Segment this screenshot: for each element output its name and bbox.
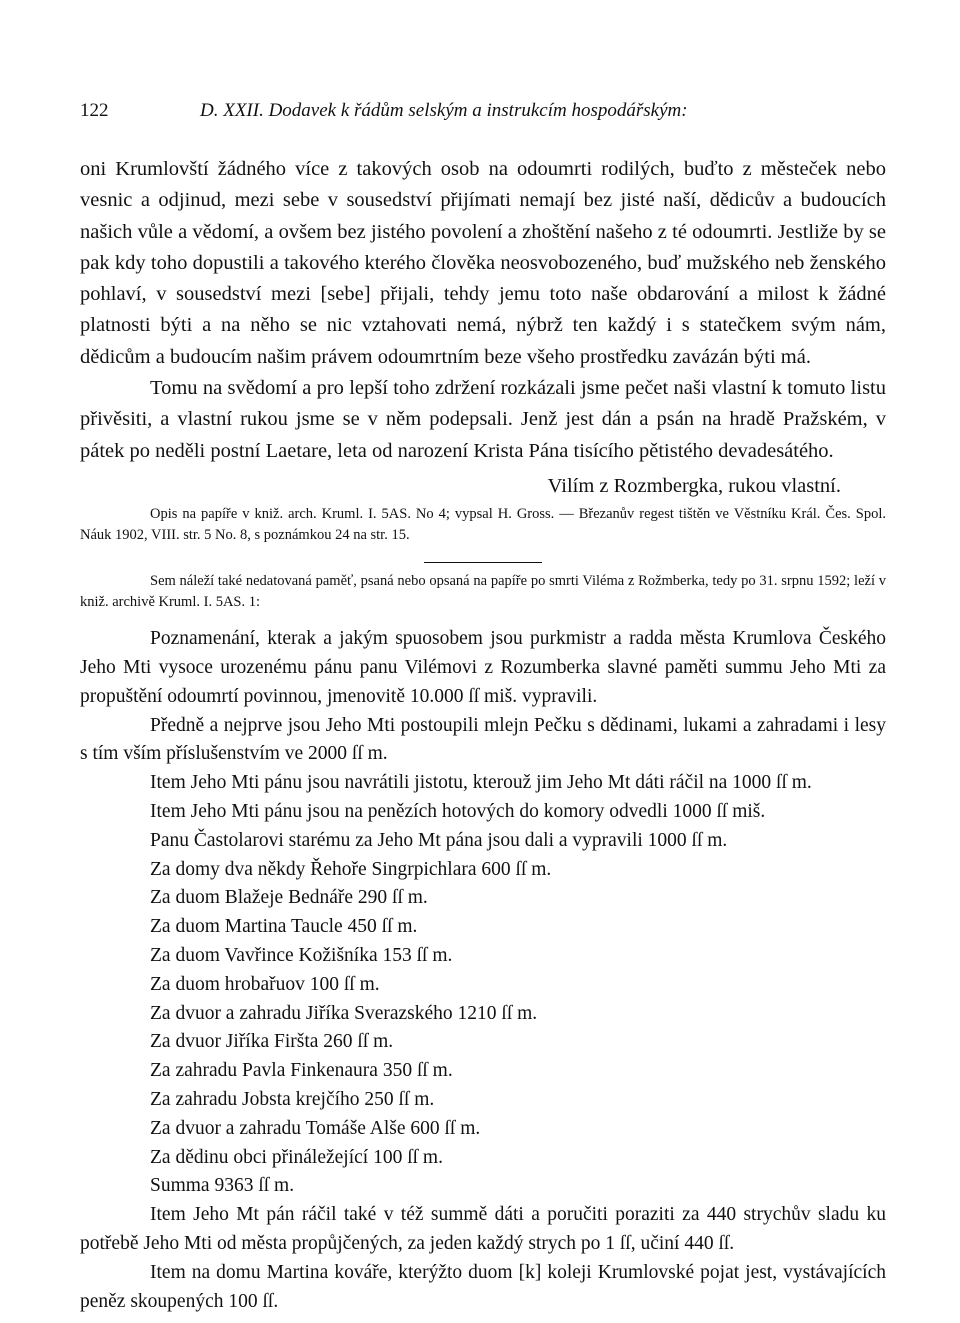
paragraph: Tomu na svědomí a pro lepší toho zdržení rozkázali jsme pečet naši vlastní k tomuto listu přivěsiti, a vlastní rukou jsme se v něm podepsali. Jenž jest dán a psán na hradě Pražském, v pátek po neděli postní Laetare, leta od narození Krista Pána tisícího pětistého devadesátého. <box>80 377 886 462</box>
editorial-note-text: Sem náleží také nedatovaná paměť, psaná nebo opsaná na papíře po smrti Viléma z Rožmberka, tedy po 31. srpnu 1592; leží v kniž. archivě Kruml. I. 5AS. 1: <box>80 573 886 611</box>
list-item: Item Jeho Mti pánu jsou navrátili jistotu, kterouž jim Jeho Mt dáti ráčil na 1000 ſſ m. <box>150 772 812 794</box>
running-header <box>80 100 886 128</box>
list-item: Za duom Vavřince Kožišníka 153 ſſ m. <box>150 945 453 967</box>
source-note-text: Opis na papíře v kniž. arch. Kruml. I. 5AS. No 4; vypsal H. Gross. — Březanův regest tištěn ve Věstníku Král. Čes. Spol. Náuk 1902, VIII. str. 5 No. 8, s poznámkou 24 na str. 15. <box>80 506 886 544</box>
list-item: Item Jeho Mti pánu jsou na penězích hotových do komory odvedli 1000 ſſ miš. <box>150 801 766 823</box>
list-item: Za zahradu Jobsta krejčího 250 ſſ m. <box>150 1089 435 1111</box>
list-item: Summa 9363 ſſ m. <box>150 1175 295 1197</box>
memorandum-intro: Poznamenání, kterak a jakým spuosobem jsou purkmistr a radda města Krumlova Českého Jeho Mti vysoce urozenému pánu panu Vilémovi z Rozumberka slavné paměti summu Jeho Mti za propuštění odoumrtí povinnou, jmenovitě 10.000 ſſ miš. vypravili. <box>80 628 886 707</box>
memorandum-first-item: Předně a nejprve jsou Jeho Mti postoupili mlejn Pečku s dědinami, lukami a zahradami i lesy s tím vším příslušenstvím ve 2000 ſſ m. <box>80 714 886 765</box>
signature: Vilím z Rozmbergka, rukou vlastní. <box>547 474 841 497</box>
memorandum <box>80 625 886 1316</box>
list-item: Panu Častolarovi starému za Jeho Mt pána jsou dali a vypravili 1000 ſſ m. <box>150 829 728 851</box>
separator-rule <box>424 562 542 563</box>
list-item: Za dvuor Jiříka Firšta 260 ſſ m. <box>150 1031 394 1053</box>
list-item: Za domy dva někdy Řehoře Singrpichlara 600 ſſ m. <box>150 858 552 880</box>
source-note <box>80 504 886 546</box>
editorial-note <box>80 571 886 613</box>
list-item: Za duom Blažeje Bednáře 290 ſſ m. <box>150 887 428 909</box>
list-item: Za zahradu Pavla Finkenaura 350 ſſ m. <box>150 1060 453 1082</box>
list-item: Za dědinu obci přináležející 100 ſſ m. <box>150 1146 443 1168</box>
page <box>80 100 886 1316</box>
list-item: Za dvuor a zahradu Jiříka Sverazského 1210 ſſ m. <box>150 1002 538 1024</box>
running-title: D. XXII. Dodavek k řádům selským a instrukcím hospodářským: <box>200 100 688 121</box>
list-item: Za duom hrobařuov 100 ſſ m. <box>150 973 380 995</box>
main-text <box>80 154 886 502</box>
paragraph: oni Krumlovští žádného více z takových osob na odoumrti rodilých, buďto z městeček nebo vesnic a odjinud, mezi sebe v sousedství přijímati nemají bez jisté naší, dědicův a budoucích našich vůle a vědomí, a ovšem bez jistého povolení a zhoštění našeho z té odoumrti. Jestliže by se pak kdy toho dopustili a takového kterého člověka neosvobozeného, buď mužského neb ženského pohlaví, v sousedství mezi [sebe] přijali, tehdy jemu toto naše obdarování a milost k žádné platnosti býti a na něho se nic vztahovati nemá, nýbrž ten každý i s statečkem svým nám, dědicům a budoucím našim právem odoumrtním beze všeho prostředku zavázán býti má. <box>80 158 886 368</box>
page-number: 122 <box>80 100 109 121</box>
closing-paragraph: Item Jeho Mt pán ráčil také v též summě dáti a poručiti poraziti za 440 strychův sladu ku potřebě Jeho Mti od města propůjčených, za jeden každý strych po 1 ſſ, učiní 440 ſſ. <box>80 1204 886 1254</box>
closing-paragraph: Item na domu Martina kováře, kterýžto duom [k] koleji Krumlovské pojat jest, vystávajících peněz skoupených 100 ſſ. <box>80 1261 886 1312</box>
list-item: Za dvuor a zahradu Tomáše Alše 600 ſſ m. <box>150 1117 481 1139</box>
memorandum-item-list <box>80 769 886 1201</box>
list-item: Za duom Martina Taucle 450 ſſ m. <box>150 916 418 938</box>
